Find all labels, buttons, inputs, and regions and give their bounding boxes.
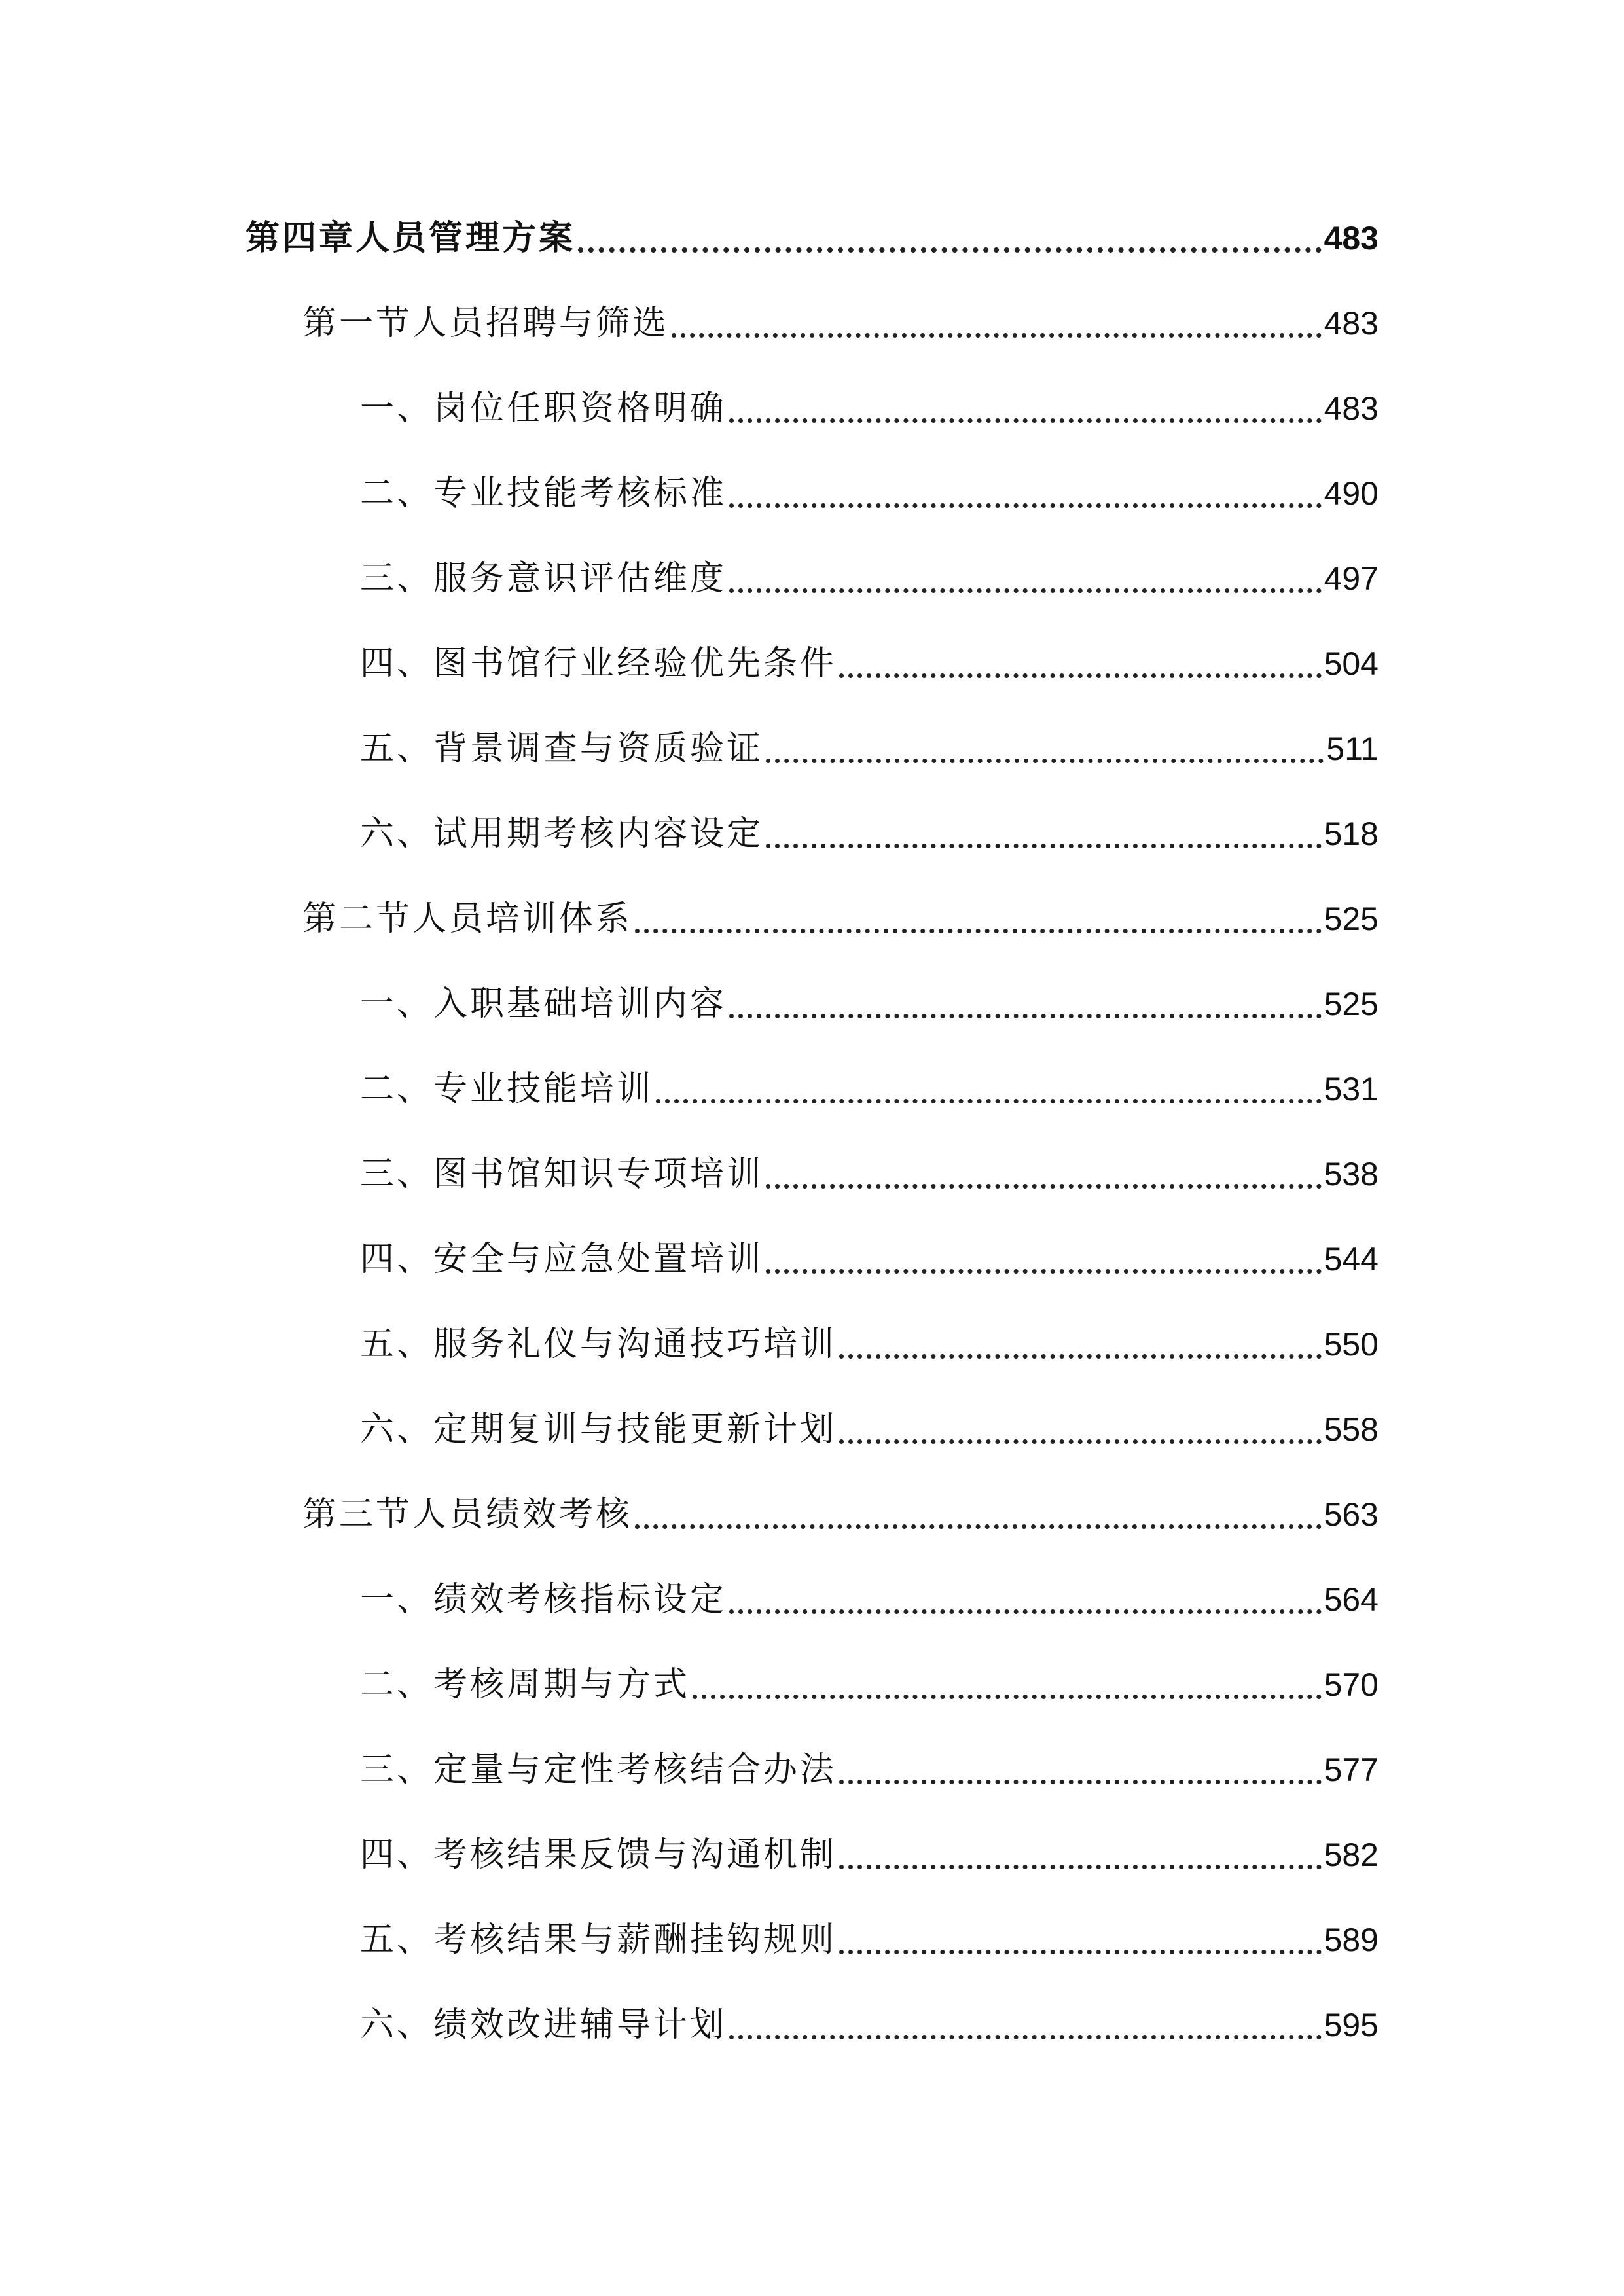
toc-item-entry[interactable] [360,1060,1379,1113]
toc-item-entry[interactable] [360,465,1379,517]
toc-page-number: 504 [1324,645,1379,682]
toc-item-entry[interactable] [360,635,1379,687]
toc-item-entry[interactable] [360,1316,1379,1368]
toc-item-entry[interactable] [360,1571,1379,1623]
toc-item-entry[interactable] [360,1656,1379,1708]
toc-entry-title: 五、背景调查与资质验证 [360,729,764,768]
toc-page-number: 525 [1324,986,1379,1022]
toc-page-number: 595 [1324,2007,1379,2043]
toc-page-number: 518 [1324,816,1379,852]
toc-section-entry[interactable] [302,1486,1379,1538]
toc-entry-title: 第一节人员招聘与筛选 [302,304,670,343]
toc-dot-leader [839,1439,1322,1444]
toc-dot-leader [635,1524,1322,1529]
toc-item-entry[interactable] [360,805,1379,857]
toc-item-entry[interactable] [360,1911,1379,1964]
toc-page-number: 563 [1324,1496,1379,1533]
toc-entry-title: 二、专业技能培训 [360,1069,654,1109]
toc-dot-leader [839,1780,1322,1784]
toc-page-number: 577 [1324,1751,1379,1788]
toc-page-number: 497 [1324,560,1379,597]
toc-entry-title: 一、岗位任职资格明确 [360,389,727,428]
toc-page-number: 589 [1324,1922,1379,1958]
toc-entry-title: 二、专业技能考核标准 [360,474,727,513]
toc-entry-title: 六、定期复训与技能更新计划 [360,1410,837,1449]
toc-item-entry[interactable] [360,975,1379,1028]
toc-item-entry[interactable] [360,720,1379,772]
toc-dot-leader [839,1950,1322,1954]
toc-item-entry[interactable] [360,380,1379,432]
toc-entry-title: 一、入职基础培训内容 [360,984,727,1024]
toc-dot-leader [766,844,1322,848]
toc-entry-title: 四、考核结果反馈与沟通机制 [360,1835,837,1874]
toc-dot-leader [729,1609,1322,1614]
toc-dot-leader [839,673,1322,678]
toc-entry-title: 四、图书馆行业经验优先条件 [360,644,837,683]
toc-entry-title: 三、定量与定性考核结合办法 [360,1750,837,1789]
toc-entry-title: 六、绩效改进辅导计划 [360,2005,727,2045]
toc-dot-leader [839,1865,1322,1869]
toc-entry-title: 第三节人员绩效考核 [302,1495,633,1534]
toc-page-number: 483 [1324,305,1379,342]
toc-dot-leader [656,1099,1322,1103]
toc-dot-leader [729,418,1322,423]
toc-item-entry[interactable] [360,550,1379,602]
toc-section-entry[interactable] [302,295,1379,347]
toc-entry-title: 一、绩效考核指标设定 [360,1580,727,1619]
toc-page-number: 544 [1324,1241,1379,1278]
toc-entry-title: 四、安全与应急处置培训 [360,1240,764,1279]
toc-page-number: 483 [1324,220,1379,257]
toc-entry-title: 二、考核周期与方式 [360,1665,691,1704]
toc-dot-leader [729,1014,1322,1018]
toc-page-number: 483 [1324,390,1379,427]
toc-dot-leader [766,1269,1322,1274]
toc-entry-title: 第四章人员管理方案 [245,219,576,258]
toc-dot-leader [729,503,1322,508]
toc-page-number: 550 [1324,1326,1379,1363]
toc-item-entry[interactable] [360,1826,1379,1878]
toc-entry-title: 第二节人员培训体系 [302,899,633,939]
toc-dot-leader [672,333,1322,338]
toc-page-number: 490 [1324,475,1379,512]
toc-section-entry[interactable] [302,890,1379,942]
toc-dot-leader [766,1184,1322,1189]
toc-page-number: 564 [1324,1581,1379,1618]
toc-dot-leader [839,1354,1322,1359]
toc-dot-leader [578,247,1322,253]
toc-entry-title: 六、试用期考核内容设定 [360,814,764,853]
toc-page-number: 511 [1326,730,1379,767]
toc-item-entry[interactable] [360,1145,1379,1198]
toc-item-entry[interactable] [360,1401,1379,1453]
toc-item-entry[interactable] [360,1996,1379,2049]
toc-page-number: 538 [1324,1156,1379,1193]
toc-entry-title: 五、服务礼仪与沟通技巧培训 [360,1325,837,1364]
toc-dot-leader [635,929,1322,933]
toc-entry-title: 五、考核结果与薪酬挂钩规则 [360,1920,837,1960]
toc-page-number: 525 [1324,901,1379,937]
toc-dot-leader [766,759,1324,763]
toc-page-number: 570 [1324,1666,1379,1703]
toc-chapter-entry[interactable] [245,209,1379,262]
toc-dot-leader [729,2035,1322,2039]
toc-entry-title: 三、图书馆知识专项培训 [360,1155,764,1194]
toc-entry-title: 三、服务意识评估维度 [360,559,727,598]
toc-dot-leader [729,588,1322,593]
toc-page-number: 531 [1324,1071,1379,1107]
toc-item-entry[interactable] [360,1230,1379,1283]
toc-page-number: 582 [1324,1837,1379,1873]
toc-page-number: 558 [1324,1411,1379,1448]
toc-item-entry[interactable] [360,1741,1379,1793]
toc-dot-leader [693,1695,1322,1699]
